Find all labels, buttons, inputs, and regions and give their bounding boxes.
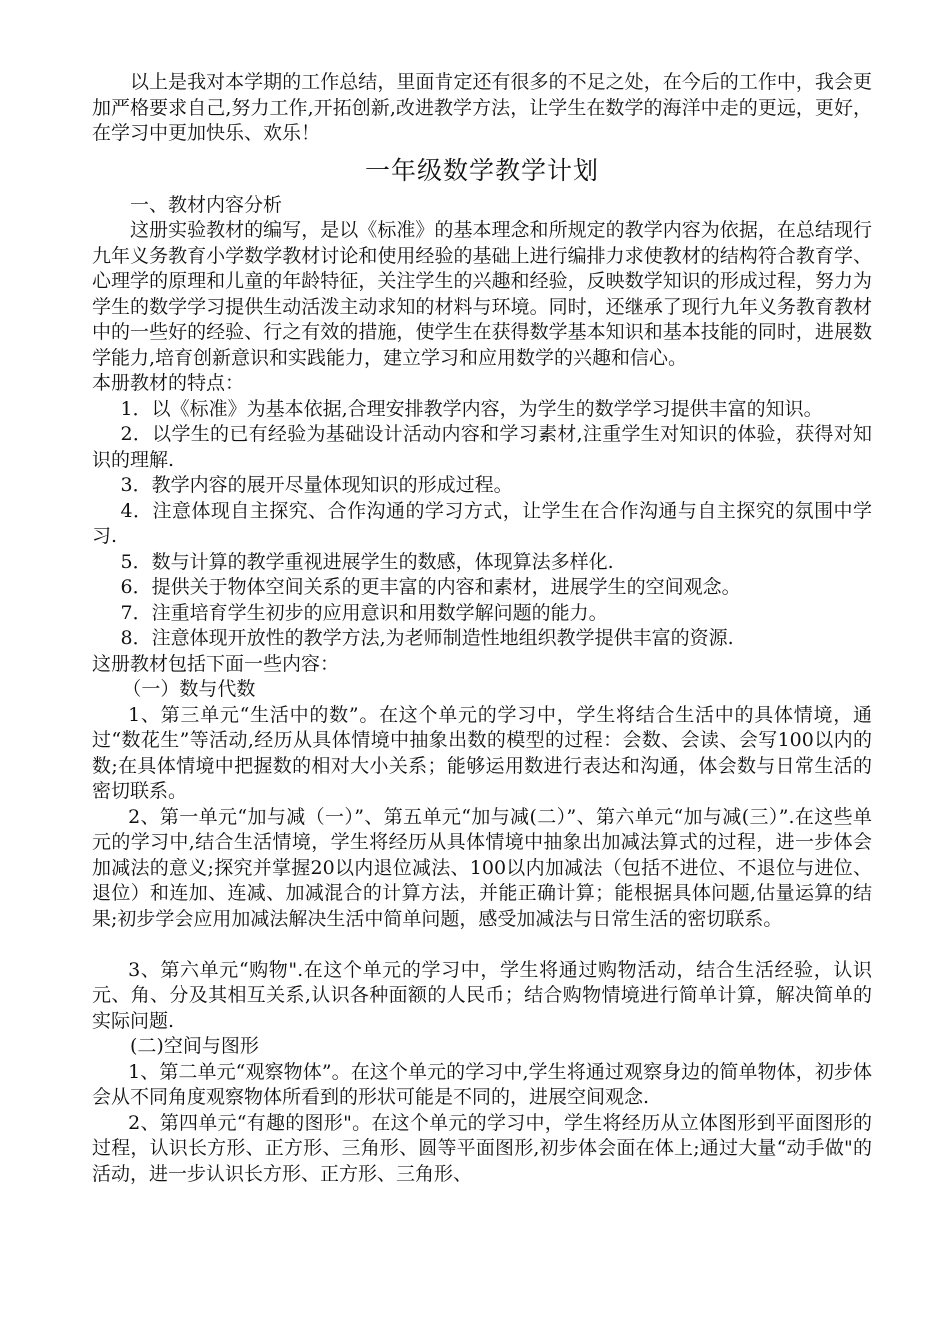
feature-item: 1．以《标准》为基本依据,合理安排教学内容，为学生的数学学习提供丰富的知识。: [120, 397, 823, 420]
part-item: 3、第六单元“购物".在这个单元的学习中，学生将通过购物活动，结合生活经验，认识元、角、分及其相互关系,认识各种面额的人民币；结合购物情境进行简单计算，解决简单的实际问题.: [92, 958, 872, 1032]
part-item: 1、第三单元“生活中的数”。在这个单元的学习中，学生将结合生活中的具体情境，通过“数花生”等活动,经历从具体情境中抽象出数的模型的过程：会数、会读、会写100以内的数;在具体情境中把握数的相对大小关系；能够运用数进行表达和沟通，体会数与日常生活的密切联系。: [92, 703, 872, 802]
page-title: 一年级数学教学计划: [364, 155, 599, 185]
features-heading: 本册教材的特点：: [92, 372, 245, 394]
closing-paragraph: 以上是我对本学期的工作总结，里面肯定还有很多的不足之处，在今后的工作中，我会更加严格要求自己,努力工作,开拓创新,改进教学方法，让学生在数学的海洋中走的更远，更好，在学习中更加快乐、欢乐！: [92, 71, 872, 144]
part-item: 2、第四单元“有趣的图形"。在这个单元的学习中，学生将经历从立体图形到平面图形的过程，认识长方形、正方形、三角形、圆等平面图形,初步体会面在体上;通过大量“动手做"的活动，进一步认识长方形、正方形、三角形、: [92, 1111, 872, 1185]
feature-item: 2．以学生的已有经验为基础设计活动内容和学习素材,注重学生对知识的体验，获得对知识的理解.: [92, 423, 872, 471]
document-page: [92, 70, 872, 1187]
blank-line: [92, 932, 872, 958]
part-item: 1、第二单元“观察物体”。在这个单元的学习中,学生将通过观察身边的简单物体，初步体会从不同角度观察物体所看到的形状可能是不同的，进展空间观念.: [92, 1060, 872, 1108]
contents-heading: 这册教材包括下面一些内容：: [92, 652, 340, 675]
part-heading: （一）数与代数: [122, 678, 256, 700]
part-heading: (二)空间与图形: [130, 1035, 259, 1057]
part-item: 2、第一单元“加与减（一）”、第五单元“加与减(二）”、第六单元“加与减(三）”.在这些单元的学习中,结合生活情境，学生将经历从具体情境中抽象出加减法算式的过程，进一步体会加减法的意义;探究并掌握20以内退位减法、100以内加减法（包括不进位、不退位与进位、退位）和连加、连减、加减混合的计算方法，并能正确计算；能根据具体问题,估量运算的结果;初步学会应用加减法解决生活中简单问题，感受加减法与日常生活的密切联系。: [92, 805, 872, 930]
section-heading: 一、教材内容分析: [130, 193, 283, 216]
feature-item: 8．注意体现开放性的教学方法,为老师制造性地组织教学提供丰富的资源.: [120, 627, 734, 649]
feature-item: 7．注重培育学生初步的应用意识和用数学解问题的能力。: [120, 601, 608, 624]
section-paragraph: 这册实验教材的编写，是以《标准》的基本理念和所规定的教学内容为依据，在总结现行九年义务教育小学数学教材讨论和使用经验的基础上进行编排力求使教材的结构符合教育学、心理学的原理和儿童的年龄特征，关注学生的兴趣和经验，反映数学知识的形成过程，努力为学生的数学学习提供生动活泼主动求知的材料与环境。同时，还继承了现行九年义务教育教材中的一些好的经验、行之有效的措施，使学生在获得数学基本知识和基本技能的同时，进展数学能力,培育创新意识和实践能力，建立学习和应用数学的兴趣和信心。: [92, 219, 872, 369]
feature-item: 4．注意体现自主探究、合作沟通的学习方式，让学生在合作沟通与自主探究的氛围中学习.: [92, 499, 872, 547]
feature-item: 3．教学内容的展开尽量体现知识的形成过程。: [120, 474, 513, 496]
feature-item: 5．数与计算的教学重视进展学生的数感，体现算法多样化.: [120, 550, 614, 573]
feature-item: 6．提供关于物体空间关系的更丰富的内容和素材，进展学生的空间观念。: [120, 576, 741, 598]
